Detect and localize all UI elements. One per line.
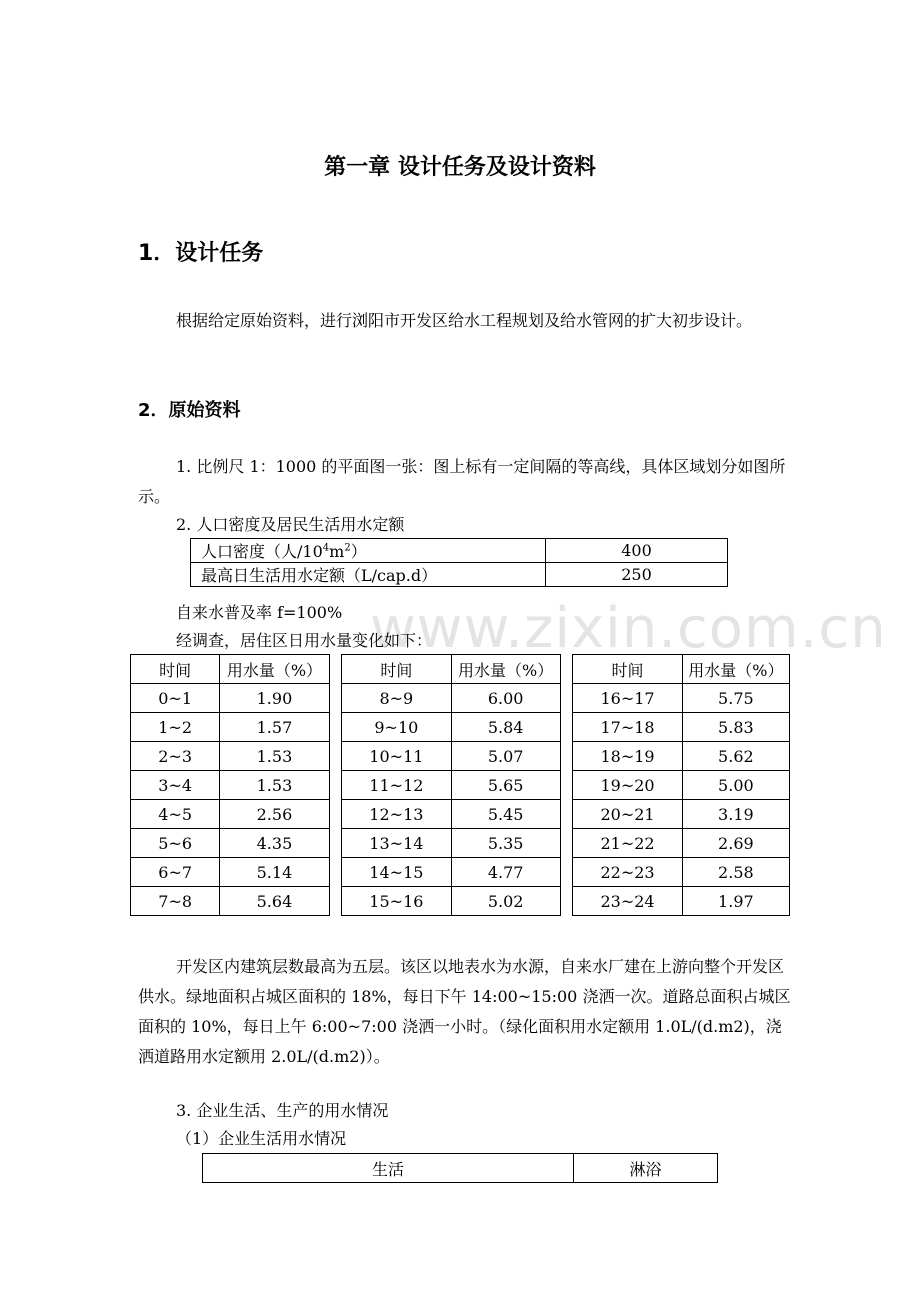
time-cell: 5~6 — [131, 829, 220, 858]
column-gap — [560, 829, 573, 858]
usage-cell: 1.90 — [220, 684, 329, 713]
column-gap — [560, 887, 573, 916]
usage-cell: 4.77 — [451, 858, 560, 887]
coverage-text: 自来水普及率 f=100% — [176, 603, 343, 622]
item2-text: 2. 人口密度及居民生活用水定额 — [176, 515, 405, 534]
column-gap — [560, 684, 573, 713]
table-row — [131, 829, 790, 858]
usage-cell: 5.65 — [451, 771, 560, 800]
column-gap — [560, 771, 573, 800]
time-cell: 21~22 — [573, 829, 682, 858]
time-cell: 0~1 — [131, 684, 220, 713]
quota-label-cell: 最高日生活用水定额（L/cap.d） — [191, 563, 546, 587]
usage-cell: 5.02 — [451, 887, 560, 916]
time-cell: 20~21 — [573, 800, 682, 829]
column-gap — [560, 655, 573, 684]
hourly-usage-table — [130, 654, 790, 916]
column-gap — [560, 713, 573, 742]
section2-heading: 2．原始资料 — [138, 400, 241, 421]
time-cell: 15~16 — [342, 887, 451, 916]
time-cell: 23~24 — [573, 887, 682, 916]
usage-cell: 5.75 — [682, 684, 789, 713]
usage-cell: 1.53 — [220, 771, 329, 800]
usage-cell: 2.56 — [220, 800, 329, 829]
time-cell: 4~5 — [131, 800, 220, 829]
time-cell: 14~15 — [342, 858, 451, 887]
column-gap — [329, 713, 342, 742]
time-cell: 1~2 — [131, 713, 220, 742]
column-gap — [329, 800, 342, 829]
column-gap — [329, 684, 342, 713]
column-gap — [329, 829, 342, 858]
section1-text: 根据给定原始资料，进行浏阳市开发区给水工程规划及给水管网的扩大初步设计。 — [176, 311, 753, 330]
time-cell: 10~11 — [342, 742, 451, 771]
time-cell: 2~3 — [131, 742, 220, 771]
time-cell: 12~13 — [342, 800, 451, 829]
header-usage: 用水量（%） — [682, 655, 789, 684]
usage-cell: 6.00 — [451, 684, 560, 713]
usage-cell: 1.57 — [220, 713, 329, 742]
usage-cell: 5.35 — [451, 829, 560, 858]
chapter-title: 第一章 设计任务及设计资料 — [324, 155, 596, 180]
table-row — [131, 713, 790, 742]
development-paragraph: 开发区内建筑层数最高为五层。该区以地表水为水源，自来水厂建在上游向整个开发区供水。绿地面积占城区面积的 18%，每日下午 14:00~15:00 浇洒一次。道路总面积占城区面积的 10%，每日上午 6:00~7:00 浇洒一小时。（绿化面积用水定额用 1.0L/(d.m2)，浇洒道路用水定额用 2.0L/(d.m2)）。 — [138, 957, 791, 1066]
time-cell: 18~19 — [573, 742, 682, 771]
usage-cell: 5.62 — [682, 742, 789, 771]
density-label-text: 人口密度（人/10 — [201, 542, 323, 561]
time-cell: 3~4 — [131, 771, 220, 800]
header-time: 时间 — [131, 655, 220, 684]
column-gap — [329, 771, 342, 800]
table-row — [191, 563, 728, 587]
column-gap — [329, 742, 342, 771]
usage-cell: 3.19 — [682, 800, 789, 829]
usage-cell: 5.84 — [451, 713, 560, 742]
time-cell: 13~14 — [342, 829, 451, 858]
time-cell: 17~18 — [573, 713, 682, 742]
usage-cell: 1.97 — [682, 887, 789, 916]
table-row — [131, 742, 790, 771]
column-gap — [560, 858, 573, 887]
header-living: 生活 — [203, 1154, 574, 1183]
usage-cell: 5.64 — [220, 887, 329, 916]
time-cell: 8~9 — [342, 684, 451, 713]
item1-text: 1. 比例尺 1：1000 的平面图一张：图上标有一定间隔的等高线，具体区域划分如图所示。 — [138, 457, 786, 506]
time-cell: 9~10 — [342, 713, 451, 742]
header-time: 时间 — [342, 655, 451, 684]
usage-cell: 2.58 — [682, 858, 789, 887]
column-gap — [329, 655, 342, 684]
table-row — [131, 684, 790, 713]
header-shower: 淋浴 — [574, 1154, 718, 1183]
column-gap — [560, 742, 573, 771]
column-gap — [329, 887, 342, 916]
header-usage: 用水量（%） — [220, 655, 329, 684]
density-table — [190, 538, 728, 587]
usage-cell: 5.00 — [682, 771, 789, 800]
item3-text: 3. 企业生活、生产的用水情况 — [176, 1101, 389, 1120]
density-label-cell — [191, 539, 546, 563]
usage-cell: 4.35 — [220, 829, 329, 858]
usage-cell: 1.53 — [220, 742, 329, 771]
time-cell: 16~17 — [573, 684, 682, 713]
table-row — [131, 800, 790, 829]
time-cell: 22~23 — [573, 858, 682, 887]
table-header-row — [131, 655, 790, 684]
time-cell: 19~20 — [573, 771, 682, 800]
item3-sub1-text: （1）企业生活用水情况 — [176, 1129, 347, 1148]
section1-heading: 1．设计任务 — [138, 241, 264, 266]
density-label-sup: 4 — [322, 542, 330, 554]
table-row — [131, 858, 790, 887]
table-header-row — [203, 1154, 718, 1183]
usage-cell: 5.83 — [682, 713, 789, 742]
time-cell: 6~7 — [131, 858, 220, 887]
table-row — [131, 771, 790, 800]
header-time: 时间 — [573, 655, 682, 684]
watermark: www.zixin.com.cn — [370, 596, 887, 661]
usage-cell: 5.14 — [220, 858, 329, 887]
table-row — [191, 539, 728, 563]
density-label-sup: 2 — [344, 542, 351, 554]
survey-intro-text: 经调查，居住区日用水量变化如下： — [176, 631, 433, 650]
column-gap — [560, 800, 573, 829]
density-label-suffix: ） — [350, 542, 367, 561]
time-cell: 11~12 — [342, 771, 451, 800]
enterprise-table — [202, 1153, 718, 1183]
density-value-cell: 400 — [546, 539, 728, 563]
density-label-unit: m — [329, 542, 345, 561]
column-gap — [329, 858, 342, 887]
table-row — [131, 887, 790, 916]
usage-cell: 5.07 — [451, 742, 560, 771]
usage-cell: 2.69 — [682, 829, 789, 858]
header-usage: 用水量（%） — [451, 655, 560, 684]
time-cell: 7~8 — [131, 887, 220, 916]
usage-cell: 5.45 — [451, 800, 560, 829]
quota-value-cell: 250 — [546, 563, 728, 587]
